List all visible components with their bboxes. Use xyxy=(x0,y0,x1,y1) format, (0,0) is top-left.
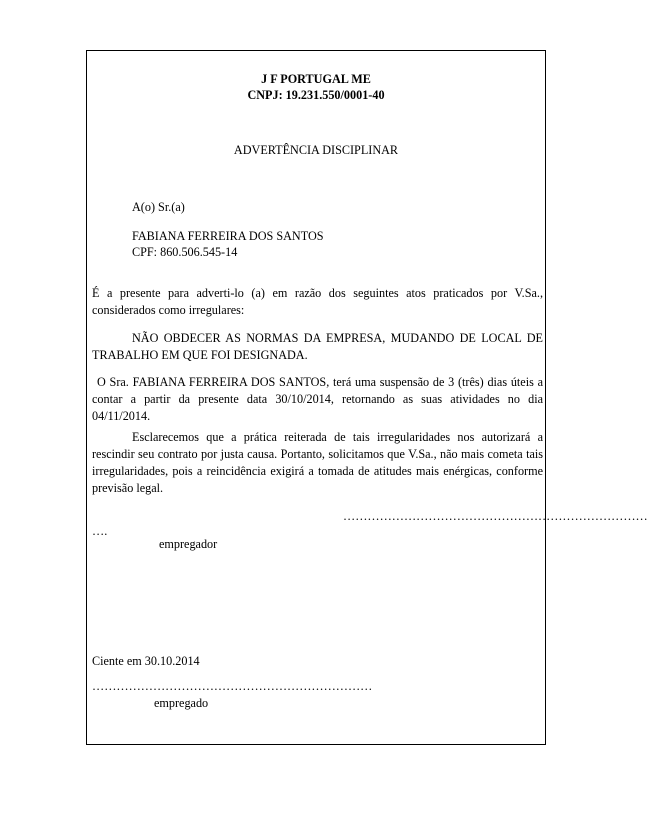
company-name: J F PORTUGAL ME xyxy=(261,72,371,86)
employee-signature-line: …………………………………………………………… xyxy=(92,679,373,693)
document-title: ADVERTÊNCIA DISCIPLINAR xyxy=(233,143,399,157)
employee-label: empregado xyxy=(154,696,209,710)
suspension-paragraph: O Sra. FABIANA FERREIRA DOS SANTOS, terá uma suspensão de 3 (três) dias úteis a contar a partir da presente data 30/10/2014, retornando as suas atividades no dia 04/11/2014. xyxy=(92,375,543,423)
document-frame xyxy=(86,50,648,745)
employer-label: empregador xyxy=(159,537,218,551)
company-cnpj: CNPJ: 19.231.550/0001-40 xyxy=(247,88,385,102)
employer-signature-line-continuation: …. xyxy=(92,524,108,538)
recipient-salutation: A(o) Sr.(a) xyxy=(132,200,185,214)
acknowledgement-text: Ciente em 30.10.2014 xyxy=(92,654,200,668)
warning-paragraph: Esclarecemos que a prática reiterada de tais irregularidades nos autorizará a rescindir seu contrato por justa causa. Portanto, solicitamos que V.Sa., não mais cometa tais irregularidades, pois a reincidência exigirá a tomada de atitudes mais enérgicas, conforme previsão legal. xyxy=(92,430,543,495)
recipient-cpf: CPF: 860.506.545-14 xyxy=(132,245,238,259)
employer-signature-line: ………………………………………………………………… xyxy=(343,509,648,523)
recipient-name: FABIANA FERREIRA DOS SANTOS xyxy=(132,229,324,243)
intro-paragraph: É a presente para adverti-lo (a) em razão dos seguintes atos praticados por V.Sa., considerados como irregulares: xyxy=(92,286,543,317)
infraction-paragraph: NÃO OBDECER AS NORMAS DA EMPRESA, MUDANDO DE LOCAL DE TRABALHO EM QUE FOI DESIGNADA. xyxy=(92,331,543,362)
